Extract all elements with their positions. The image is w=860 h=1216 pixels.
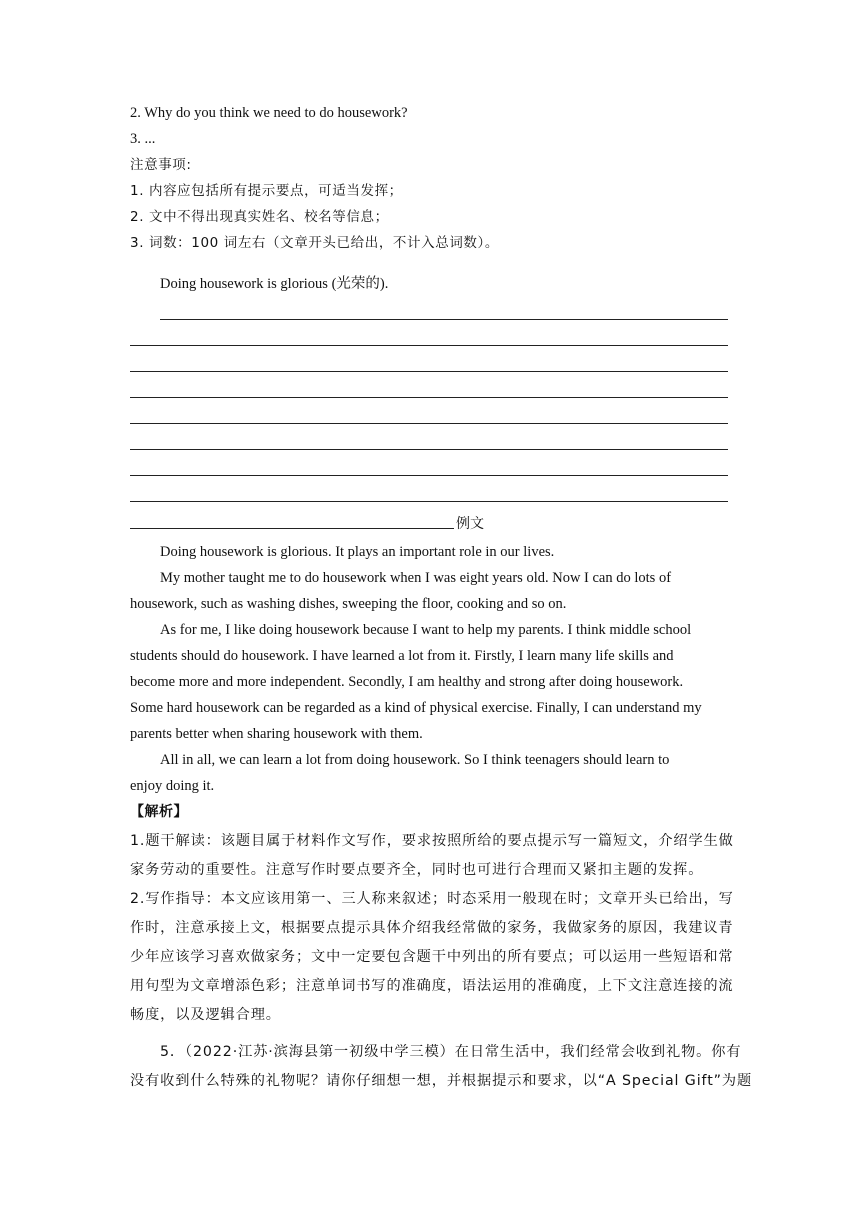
notes-item-1: 1. 内容应包括所有提示要点，可适当发挥； bbox=[130, 183, 403, 199]
essay-line: parents better when sharing housework with them. bbox=[130, 726, 423, 742]
essay-line: All in all, we can learn a lot from doing housework. So I think teenagers should learn to bbox=[160, 752, 670, 768]
essay-line: Some hard housework can be regarded as a kind of physical exercise. Finally, I can understand my bbox=[130, 700, 702, 716]
essay-line: My mother taught me to do housework when I was eight years old. Now I can do lots of bbox=[160, 570, 672, 586]
writing-line bbox=[130, 449, 728, 450]
writing-line bbox=[130, 345, 728, 346]
essay-line: Doing housework is glorious. It plays an important role in our lives. bbox=[160, 544, 555, 560]
prompt-line-2: 2. Why do you think we need to do housework? bbox=[130, 105, 408, 121]
notes-item-2: 2. 文中不得出现真实姓名、校名等信息； bbox=[130, 209, 389, 225]
essay-line: become more and more independent. Secondly, I am healthy and strong after doing housework. bbox=[130, 674, 684, 690]
notes-item-3: 3. 词数：100 词左右（文章开头已给出，不计入总词数）。 bbox=[130, 235, 499, 251]
analysis-line: 2.写作指导：本文应该用第一、三人称来叙述；时态采用一般现在时；文章开头已给出，写 bbox=[130, 891, 734, 907]
essay-line: housework, such as washing dishes, sweeping the floor, cooking and so on. bbox=[130, 596, 567, 612]
answer-label: 例文 bbox=[456, 516, 484, 532]
essay-line: students should do housework. I have learned a lot from it. Firstly, I learn many life skills and bbox=[130, 648, 674, 664]
writing-line bbox=[130, 397, 728, 398]
next-question-line: 没有收到什么特殊的礼物呢？请你仔细想一想，并根据提示和要求，以“A Special Gift”为题 bbox=[130, 1073, 753, 1089]
analysis-line: 用句型为文章增添色彩；注意单词书写的准确度，语法运用的准确度，上下文注意连接的流 bbox=[130, 978, 734, 994]
prompt-line-3: 3. ... bbox=[130, 131, 156, 147]
analysis-line: 1.题干解读：该题目属于材料作文写作，要求按照所给的要点提示写一篇短文，介绍学生做 bbox=[130, 833, 734, 849]
analysis-line: 家务劳动的重要性。注意写作时要点要齐全，同时也可进行合理而又紧扣主题的发挥。 bbox=[130, 862, 704, 878]
writing-line bbox=[160, 319, 728, 320]
writing-line bbox=[130, 423, 728, 424]
notes-heading: 注意事项: bbox=[130, 157, 192, 173]
analysis-line: 畅度，以及逻辑合理。 bbox=[130, 1007, 281, 1023]
analysis-line: 少年应该学习喜欢做家务；文中一定要包含题干中列出的所有要点；可以运用一些短语和常 bbox=[130, 949, 734, 965]
writing-line bbox=[130, 528, 454, 529]
analysis-heading: 【解析】 bbox=[130, 804, 188, 820]
writing-line bbox=[130, 371, 728, 372]
analysis-line: 作时，注意承接上文，根据要点提示具体介绍我经常做的家务，我做家务的原因，我建议青 bbox=[130, 920, 734, 936]
next-question-line: 5．（2022·江苏·滨海县第一初级中学三模）在日常生活中，我们经常会收到礼物。你有 bbox=[160, 1044, 742, 1060]
essay-line: As for me, I like doing housework because I want to help my parents. I think middle school bbox=[160, 622, 692, 638]
answer-label-row bbox=[130, 512, 484, 534]
opening-sentence: Doing housework is glorious (光荣的). bbox=[160, 276, 389, 292]
writing-line bbox=[130, 501, 728, 502]
essay-line: enjoy doing it. bbox=[130, 778, 215, 794]
writing-line bbox=[130, 475, 728, 476]
